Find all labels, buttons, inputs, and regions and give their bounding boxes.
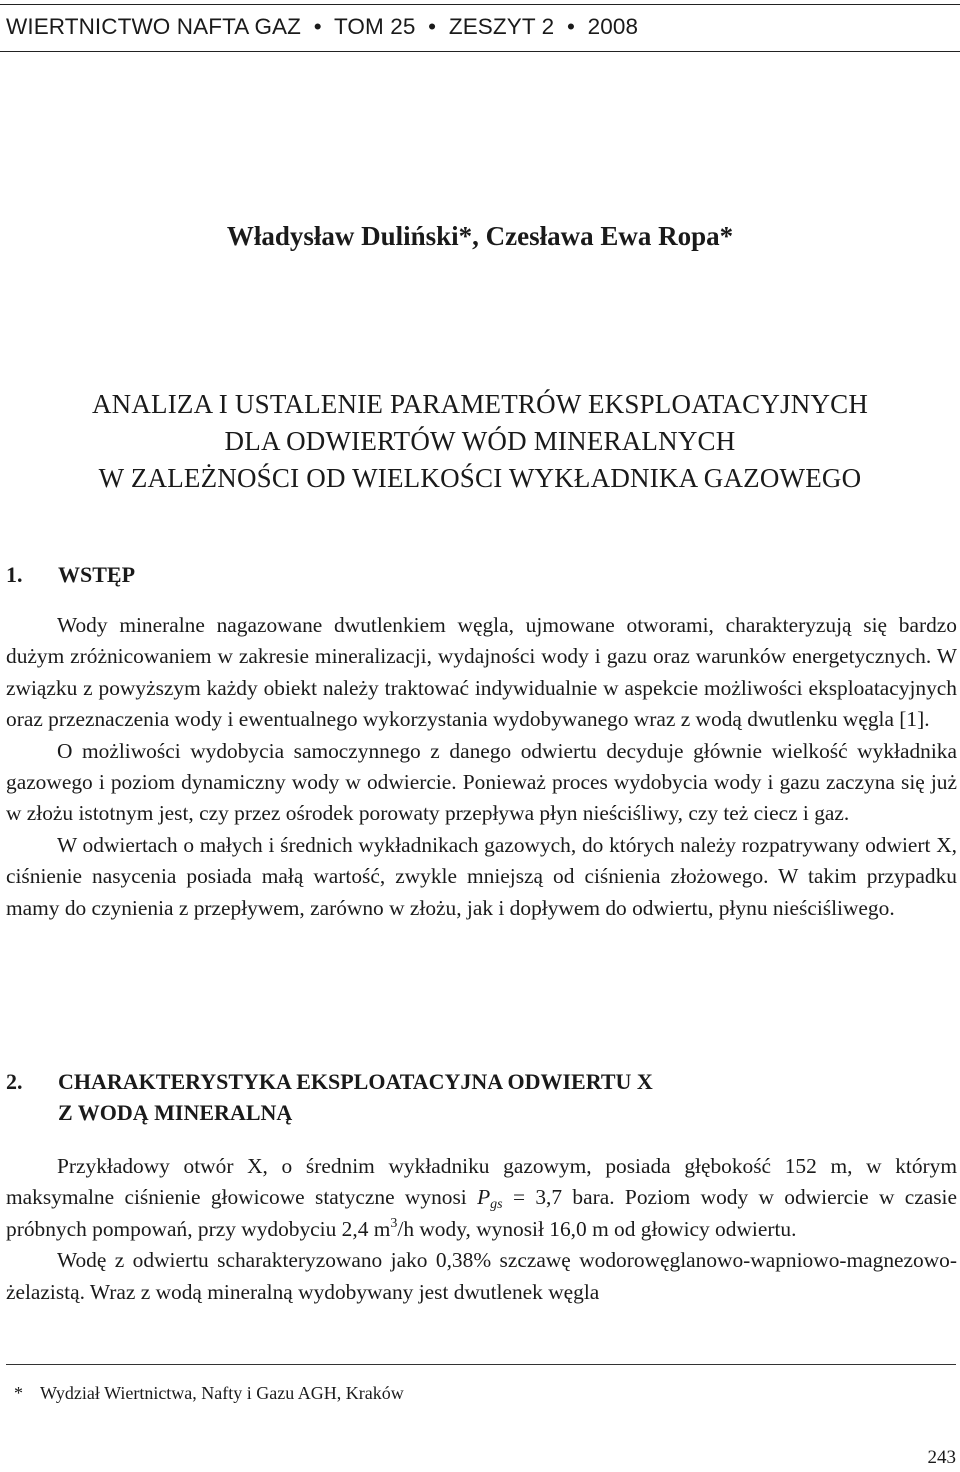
section-1-body	[6, 610, 957, 924]
section-2-body	[6, 1151, 957, 1308]
superscript-3: 3	[390, 1215, 398, 1231]
journal-year: 2008	[587, 14, 639, 39]
paragraph: Wodę z odwiertu scharakteryzowano jako 0,38% szczawę wodorowęglanowo-wapniowo-magnezowo-żelazistą. Wraz z wodą mineralną wydobywany jest dwutlenek węgla	[6, 1248, 957, 1304]
section-number: 2.	[6, 1069, 23, 1094]
title-line: W ZALEŻNOŚCI OD WIELKOŚCI WYKŁADNIKA GAZOWEGO	[98, 463, 862, 493]
journal-header	[0, 4, 960, 52]
paragraph: Wody mineralne nagazowane dwutlenkiem węgla, ujmowane otworami, charakteryzują się bardzo dużym zróżnicowaniem w zakresie mineralizacji, wydajności wody i gazu oraz warunków energetycznych. W związku z powyższym każdy obiekt należy traktować indywidualnie w aspekcie możliwości eksploatacyjnych oraz przeznaczenia wody i ewentualnego wykorzystania wydobywanego wraz z wodą dwutlenku węgla [1].	[6, 613, 957, 732]
subscript-gs: gs	[490, 1197, 503, 1213]
title-line: ANALIZA I USTALENIE PARAMETRÓW EKSPLOATACYJNYCH	[91, 389, 869, 419]
paper-title	[0, 386, 960, 497]
paragraph: O możliwości wydobycia samoczynnego z danego odwiertu decyduje głównie wielkość wykładnika gazowego i poziom dynamiczny wody w odwiercie. Ponieważ proces wydobycia wody i gazu zaczyna się już w złożu istotnym jest, czy przez ośrodek porowaty przepływa płyn nieściśliwy, czy też ciecz i gaz.	[6, 738, 957, 826]
section-1-heading	[6, 559, 956, 590]
header-separator: •	[428, 14, 437, 39]
footnote-text: Wydział Wiertnictwa, Nafty i Gazu AGH, Kraków	[40, 1383, 404, 1403]
footnote	[14, 1380, 404, 1406]
journal-volume: TOM 25	[334, 14, 416, 39]
header-separator: •	[313, 14, 322, 39]
section-title: WSTĘP	[58, 562, 136, 587]
section-title-continued: Z WODĄ MINERALNĄ	[58, 1100, 293, 1125]
symbol-p: P	[477, 1185, 491, 1210]
journal-issue: ZESZYT 2	[448, 14, 555, 39]
title-line: DLA ODWIERTÓW WÓD MINERALNYCH	[224, 426, 736, 456]
journal-name: WIERTNICTWO NAFTA GAZ	[6, 14, 302, 39]
paragraph: Przykładowy otwór X, o średnim wykładniku gazowym, posiada głębokość 152 m, w którym maksymalne ciśnienie głowicowe statyczne wynosi $P_{gs} = 3,7$ bara. Poziom wody w odwiercie w czasie próbnych pompowań, przy wydobyciu 2,4 $m^3/h$ wody, wynosił 16,0 m od głowicy odwiertu.	[6, 1154, 957, 1241]
footnote-marker: *	[14, 1383, 23, 1403]
authors: Władysław Duliński*, Czesława Ewa Ropa*	[226, 221, 734, 251]
section-number: 1.	[6, 562, 23, 587]
page-number: 243	[927, 1447, 956, 1468]
footnote-divider	[6, 1364, 956, 1365]
header-separator: •	[566, 14, 575, 39]
section-2-heading	[6, 1066, 956, 1128]
section-title: CHARAKTERYSTYKA EKSPLOATACYJNA ODWIERTU X	[58, 1069, 653, 1094]
paragraph: W odwiertach o małych i średnich wykładnikach gazowych, do których należy rozpatrywany odwiert X, ciśnienie nasycenia posiada małą wartość, zwykle mniejszą od ciśnienia złożowego. W takim przypadku mamy do czynienia z przepływem, zarówno w złożu, jak i dopływem do odwiertu, płynu nieściśliwego.	[6, 832, 957, 920]
